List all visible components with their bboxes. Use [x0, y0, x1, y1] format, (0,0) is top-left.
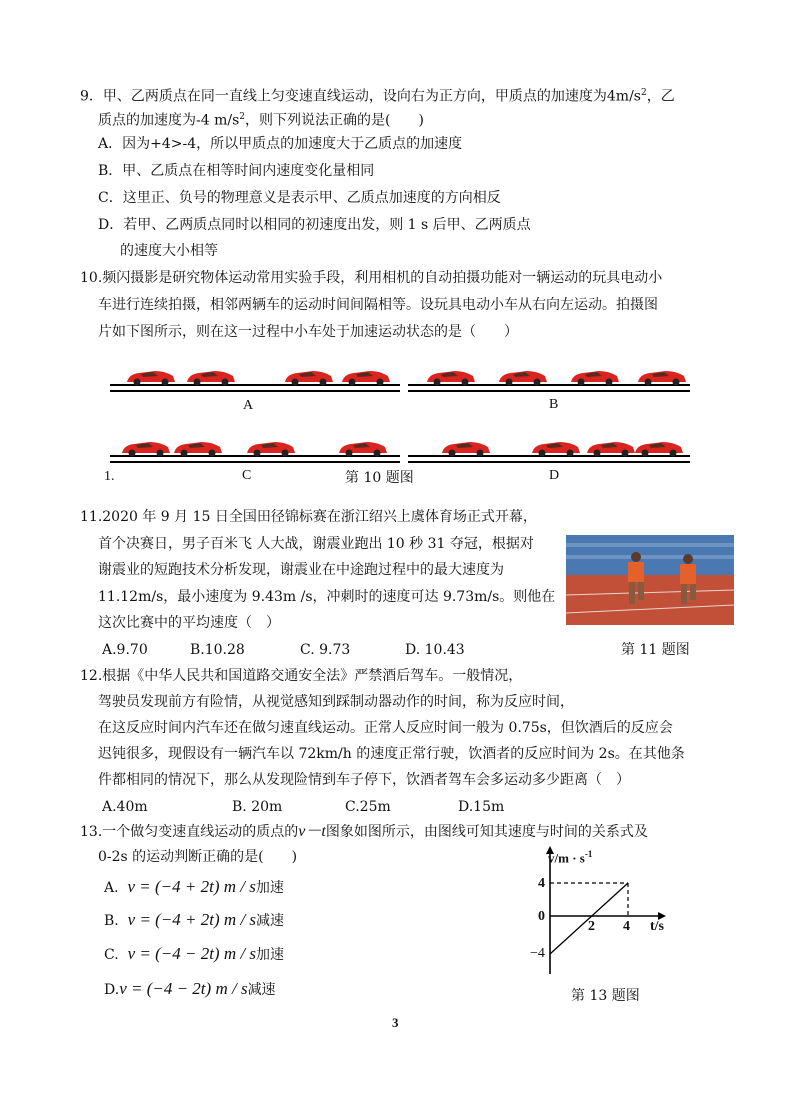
graph-ylabel: $v/m \cdot s^{-1}$ [548, 849, 593, 866]
q11-option-a: A.9.70 [102, 642, 148, 658]
q11-option-c: C. 9.73 [300, 642, 351, 658]
car-icon [440, 439, 492, 457]
q9-option-d: D．若甲、乙两质点同时以相同的初速度出发，则 1 s 后甲、乙两质点 [98, 217, 531, 233]
q13-line1: 13.一个做匀变速直线运动的质点的v－t图象如图所示，由图线可知其速度与时间的关系式及 [80, 823, 648, 840]
q9-line1: 9．甲、乙两质点在同一直线上匀变速直线运动，设向右为正方向，甲质点的加速度为$4m/s^2$，乙 [80, 88, 675, 105]
tick-y-4: 4 [538, 876, 545, 891]
car-icon [585, 439, 637, 457]
q12-option-d: D.15m [458, 799, 505, 815]
q9-option-c: C．这里正、负号的物理意义是表示甲、乙质点加速度的方向相反 [98, 190, 501, 206]
q13-line2: 0-2s 的运动判断正确的是( ) [98, 849, 298, 865]
q12-option-c: C.25m [345, 799, 391, 815]
tick-y-0: 0 [538, 909, 545, 924]
car-icon [569, 368, 621, 386]
q11-line5: 这次比赛中的平均速度（ ） [98, 615, 280, 631]
label-a: A [243, 398, 254, 413]
q13-option-d: D.v = (−4 − 2t) m / s减速 [104, 979, 276, 998]
car-icon [172, 439, 224, 457]
car-icon [185, 368, 237, 386]
q12-line5: 件都相同的情况下，那么从发现险情到车子停下，饮酒者驾车会多运动多少距离（ ） [98, 772, 630, 788]
q12-line1: 12.根据《中华人民共和国道路交通安全法》严禁酒后驾车。一般情况， [80, 668, 523, 684]
label-mark: 1. [104, 469, 115, 484]
car-icon [425, 368, 477, 386]
car-icon [633, 439, 685, 457]
q11-caption: 第 11 题图 [621, 642, 690, 658]
q12-line2: 驾驶员发现前方有险情，从视觉感知到踩制动器动作的时间，称为反应时间， [98, 694, 574, 710]
q11-option-d: D. 10.43 [405, 642, 465, 658]
q12-option-b: B. 20m [232, 799, 283, 815]
car-icon [636, 368, 688, 386]
car-icon [337, 439, 389, 457]
q11-line2: 首个决赛日，男子百米飞 人大战，谢震业跑出 10 秒 31 夺冠，根据对 [98, 536, 534, 552]
car-icon [125, 368, 177, 386]
q11-line3: 谢震业的短跑技术分析发现，谢震业在中途跑过程中的最大速度为 [98, 562, 504, 578]
car-icon [530, 439, 582, 457]
graph-xlabel: t/s [650, 919, 664, 934]
q13-caption: 第 13 题图 [571, 988, 640, 1004]
car-icon [283, 368, 335, 386]
q13-option-a: A. v = (−4 + 2t) m / s加速 [104, 877, 284, 896]
q10-line1: 10.频闪摄影是研究物体运动常用实验手段，利用相机的自动拍摄功能对一辆运动的玩具电动小 [80, 270, 663, 286]
tick-x-2: 2 [588, 919, 595, 934]
q9-option-d-cont: 的速度大小相等 [120, 243, 218, 259]
car-icon [245, 439, 297, 457]
runners-icon [566, 535, 734, 625]
tick-x-4: 4 [623, 919, 630, 934]
car-icon [340, 368, 392, 386]
label-d: D [549, 468, 560, 483]
page-number: 3 [392, 1015, 399, 1030]
label-c: C [242, 468, 252, 483]
car-icon [120, 439, 172, 457]
q10-caption: 第 10 题图 [345, 470, 414, 486]
q9-line2: 质点的加速度为-4 $m/s^2$，则下列说法正确的是( ) [98, 112, 424, 129]
label-b: B [549, 397, 559, 412]
q9-option-b: B．甲、乙质点在相等时间内速度变化量相同 [98, 163, 375, 179]
sprinters-photo [566, 535, 734, 625]
car-icon [497, 368, 549, 386]
q13-option-b: B. v = (−4 + 2t) m / s减速 [104, 910, 285, 929]
q13-option-c: C. v = (−4 − 2t) m / s加速 [104, 944, 284, 963]
vt-graph [520, 842, 690, 982]
q12-line4: 迟钝很多，现假设有一辆汽车以 72km/h 的速度正常行驶，饮酒者的反应时间为 2s。在其他条 [98, 746, 685, 762]
q12-line3: 在这反应时间内汽车还在做匀速直线运动。正常人反应时间一般为 0.75s，但饮酒后的反应会 [98, 720, 673, 736]
q12-option-a: A.40m [102, 799, 148, 815]
q11-line1: 11.2020 年 9 月 15 日全国田径锦标赛在浙江绍兴上虞体育场正式开幕， [80, 509, 537, 525]
q10-line3: 片如下图所示，则在这一过程中小车处于加速运动状态的是（ ） [98, 324, 518, 340]
q11-line4: 11.12m/s，最小速度为 9.43m /s，冲刺时的速度可达 9.73m/s。则他在 [98, 589, 556, 605]
q9-option-a: A．因为+4>-4，所以甲质点的加速度大于乙质点的加速度 [98, 136, 463, 152]
q10-line2: 车进行连续拍摄，相邻两辆车的运动时间间隔相等。设玩具电动小车从右向左运动。拍摄图 [98, 297, 658, 313]
q11-option-b: B.10.28 [190, 642, 245, 658]
tick-y-neg4: −4 [530, 946, 545, 961]
